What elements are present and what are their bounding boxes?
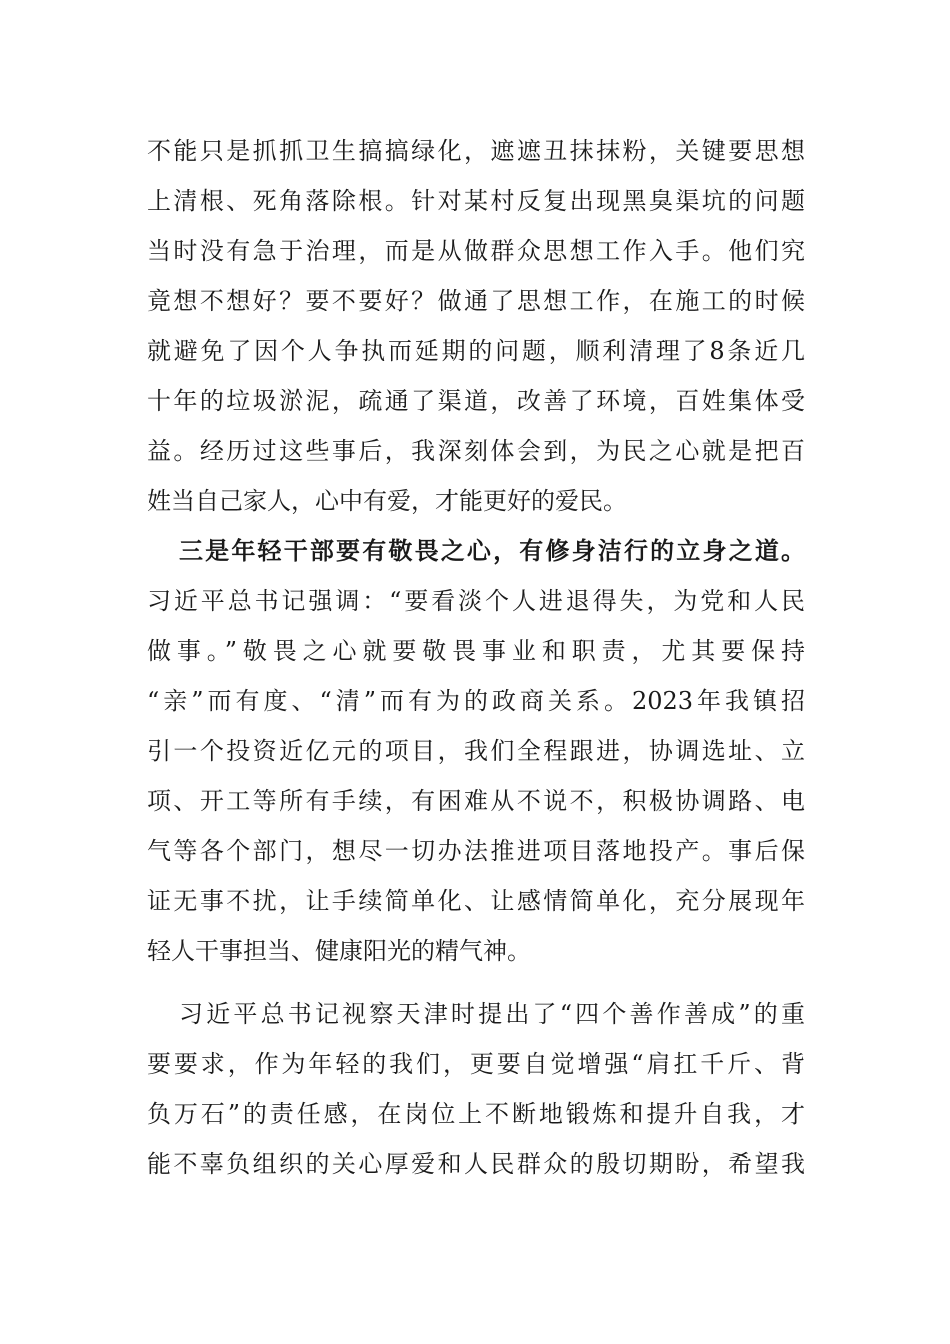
text-line: 能不辜负组织的关心厚爱和人民群众的殷切期盼，希望我 [147,1150,805,1178]
text-line: 姓当自己家人，心中有爱，才能更好的爱民。 [147,487,627,515]
text-line: 竟想不想好？要不要好？做通了思想工作，在施工的时候 [147,287,805,315]
text-line: 上清根、死角落除根。针对某村反复出现黑臭渠坑的问题 [147,187,805,215]
text-line: 不能只是抓抓卫生搞搞绿化，遮遮丑抹抹粉，关键要思想 [147,137,805,165]
text-line: 习近平总书记强调：“要看淡个人进退得失，为党和人民 [147,587,805,615]
text-line: 引一个投资近亿元的项目，我们全程跟进，协调选址、立 [147,737,805,765]
text-line: 负万石”的责任感，在岗位上不断地锻炼和提升自我，才 [147,1100,805,1128]
text-line: 证无事不扰，让手续简单化、让感情简单化，充分展现年 [147,887,805,915]
text-line: 益。经历过这些事后，我深刻体会到，为民之心就是把百 [147,437,805,465]
text-line: 当时没有急于治理，而是从做群众思想工作入手。他们究 [147,237,805,265]
text-line: 轻人干事担当、健康阳光的精气神。 [147,937,531,965]
text-line: 做事。”敬畏之心就要敬畏事业和职责，尤其要保持 [147,637,805,665]
section-heading: 三是年轻干部要有敬畏之心，有修身洁行的立身之道。 [179,537,805,565]
text-line: 就避免了因个人争执而延期的问题，顺利清理了8条近几 [147,337,805,365]
text-line: 气等各个部门，想尽一切办法推进项目落地投产。事后保 [147,837,805,865]
text-line: 要要求，作为年轻的我们，更要自觉增强“肩扛千斤、背 [147,1050,805,1078]
text-line: 项、开工等所有手续，有困难从不说不，积极协调路、电 [147,787,805,815]
text-line: 十年的垃圾淤泥，疏通了渠道，改善了环境，百姓集体受 [147,387,805,415]
text-line: “亲”而有度、“清”而有为的政商关系。2023年我镇招 [147,687,805,715]
paragraph-first-line: 习近平总书记视察天津时提出了“四个善作善成”的重 [179,1000,805,1028]
